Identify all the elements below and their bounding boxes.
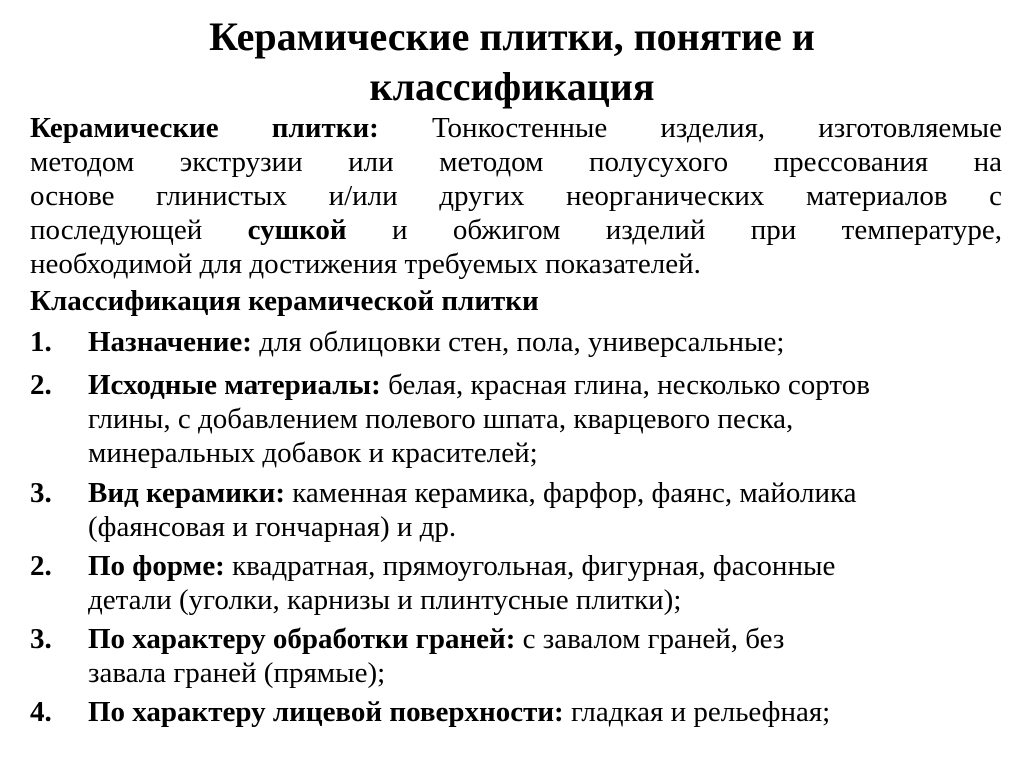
classification-heading: Классификация керамической плитки [30,285,539,317]
list-item-body [88,622,993,690]
list-item-number: 3. [30,477,52,509]
list-item-label: Вид керамики: [88,477,285,509]
definition-line-2: методом экструзии или методом полусухого прессования на [30,146,1002,178]
definition-line-4-pre: последующей [30,214,248,246]
list-item-text: гладкая и рельефная; [563,696,831,728]
list-item-line: минеральных добавок и красителей; [88,437,538,469]
list-item-line: глины, с добавлением полевого шпата, кварцевого песка, [88,403,794,435]
list-item-number: 2. [30,369,52,401]
definition-line-4 [30,213,1002,247]
list-item-line: (фаянсовая и гончарная) и др. [88,511,457,543]
list-item-line [88,695,993,729]
list-item-text: с завалом граней, без [515,623,785,655]
list-item-text: белая, красная глина, несколько сортов [380,369,870,401]
list-item-line [88,368,993,402]
list-item-line [88,549,993,583]
list-item-label: По характеру обработки граней: [88,623,516,655]
list-item-label: По форме: [88,550,225,582]
slide-title [0,12,1024,112]
definition-line-1 [30,111,1002,145]
list-item-text: квадратная, прямоугольная, фигурная, фасонные [224,550,836,582]
list-item-line [88,325,993,359]
list-item-number: 2. [30,550,52,582]
list-item-body [88,476,993,544]
list-item-line: завала граней (прямые); [88,657,386,689]
list-item-number: 4. [30,696,52,728]
list-item-label: По характеру лицевой поверхности: [88,696,564,728]
title-line-2: классификация [369,64,655,109]
list-item-text: для облицовки стен, пола, универсальные; [251,326,785,358]
definition-line-4-post: и обжигом изделий при температуре, [346,214,1003,246]
definition-paragraph [30,111,1002,281]
list-item-body [88,325,993,359]
list-item-text: каменная керамика [285,477,529,509]
list-item-line: детали (уголки, карнизы и плинтусные плитки); [88,584,682,616]
list-item-number: 3. [30,623,52,655]
list-item-body [88,549,993,617]
definition-line-1-text: Тонкостенные изделия, изготовляемые [378,112,1002,144]
list-item-body [88,368,993,470]
list-item-text: , фарфор, фаянс, майолика [528,477,857,509]
list-item-number: 1. [30,326,52,358]
list-item-label: Назначение: [88,326,252,358]
definition-term: Керамические плитки: [30,112,379,144]
list-item-label: Исходные материалы: [88,369,381,401]
list-item-line [88,476,993,510]
definition-line-3: основе глинистых и/или других неорганических материалов с [30,180,1002,212]
title-line-1: Керамические плитки, понятие и [209,14,815,59]
list-item-line [88,622,993,656]
definition-bold-word: сушкой [247,214,347,246]
list-item-body [88,695,993,729]
definition-line-5: необходимой для достижения требуемых показателей. [30,248,701,280]
